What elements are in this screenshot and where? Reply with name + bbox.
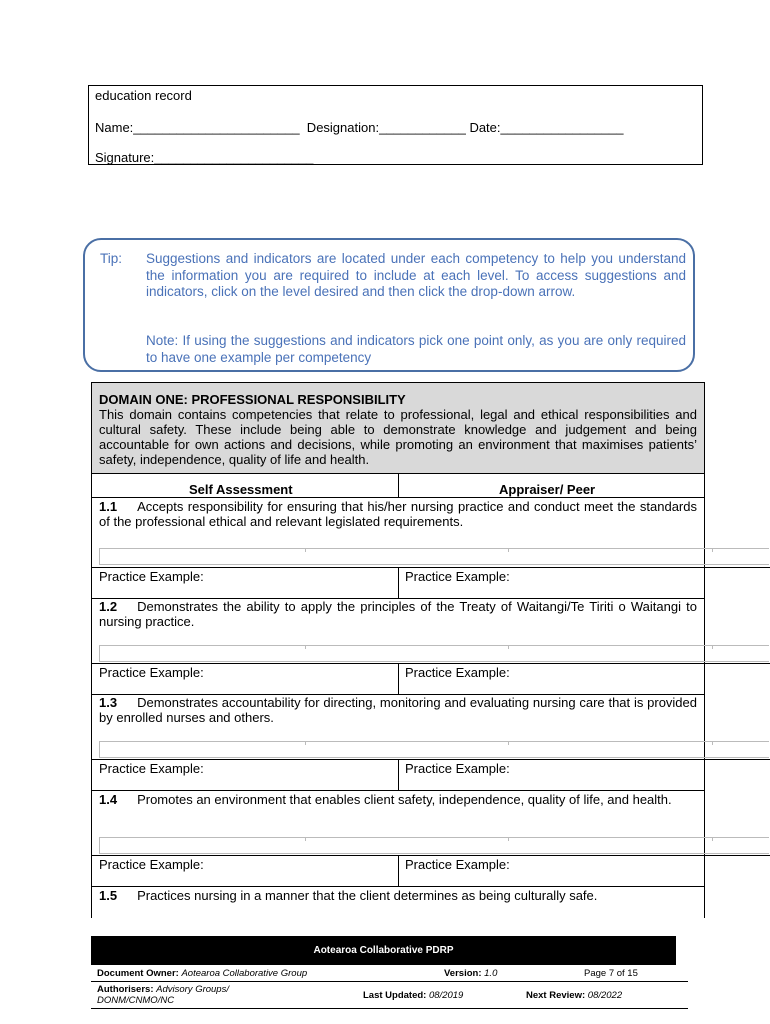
column-divider	[398, 567, 399, 598]
practice-example-self[interactable]: Practice Example:	[99, 665, 204, 680]
competency-1-3	[99, 695, 697, 725]
competency-number: 1.4	[99, 792, 118, 807]
footer-title-bar: Aotearoa Collaborative PDRP	[91, 936, 676, 965]
record-heading: education record	[95, 88, 192, 103]
competency-text: Accepts responsibility for ensuring that his/her nursing practice and conduct meet the standards of the professional ethical and relevant legislated requirements.	[99, 499, 697, 529]
competency-text: Practices nursing in a manner that the client determines as being culturally safe.	[137, 888, 598, 903]
competency-1-4	[99, 792, 697, 807]
authorisers-label: Authorisers:	[97, 984, 154, 995]
last-updated	[363, 990, 463, 1001]
divider	[92, 759, 770, 760]
version	[444, 968, 497, 979]
competency-1-1	[99, 499, 697, 529]
competency-text: Demonstrates accountability for directing, monitoring and evaluating nursing care that is provided by enrolled nurses and others.	[99, 695, 697, 725]
version-value: 1.0	[484, 968, 498, 979]
level-dropdown[interactable]	[99, 837, 769, 854]
domain-title: DOMAIN ONE: PROFESSIONAL RESPONSIBILITY	[99, 392, 406, 407]
practice-example-peer[interactable]: Practice Example:	[405, 761, 510, 776]
version-label: Version:	[444, 968, 482, 979]
footer-divider	[91, 981, 688, 982]
page-number: Page 7 of 15	[584, 968, 638, 979]
competency-text: Promotes an environment that enables client safety, independence, quality of life, and health.	[137, 792, 672, 807]
document-owner	[97, 968, 307, 979]
competency-number: 1.5	[99, 888, 118, 903]
practice-example-self[interactable]: Practice Example:	[99, 857, 204, 872]
column-divider	[398, 855, 399, 886]
next-review	[526, 990, 622, 1001]
divider	[92, 886, 704, 887]
tip-text: Suggestions and indicators are located under each competency to help you understand the information you are required to include at each level. To access suggestions and indicators, click on the level desired and then click the drop-down arrow.	[146, 251, 686, 299]
competency-1-2	[99, 599, 697, 629]
divider	[92, 663, 770, 664]
signature-line[interactable]: Signature:______________________	[95, 150, 314, 165]
level-dropdown[interactable]	[99, 548, 769, 565]
competency-number: 1.3	[99, 695, 118, 710]
updated-label: Last Updated:	[363, 990, 427, 1001]
tip-box	[83, 238, 695, 372]
level-dropdown[interactable]	[99, 645, 769, 662]
appraiser-peer-header: Appraiser/ Peer	[499, 482, 596, 497]
practice-example-peer[interactable]: Practice Example:	[405, 857, 510, 872]
divider	[92, 855, 770, 856]
tip-label: Tip:	[100, 251, 123, 266]
owner-label: Document Owner:	[97, 968, 179, 979]
owner-value: Aotearoa Collaborative Group	[181, 968, 308, 979]
column-divider	[398, 474, 399, 498]
name-designation-date-line[interactable]: Name:_______________________ Designation:____________ Date:_________________	[95, 120, 624, 135]
domain-description: This domain contains competencies that relate to professional, legal and ethical responsibilities and cultural safety. These include being able to demonstrate knowledge and judgement and being accountable for own actions and decisions, while promoting an environment that maximises patients’ safety, independence, quality of life and health.	[99, 407, 697, 467]
column-divider	[398, 759, 399, 790]
domain-header	[92, 382, 704, 474]
review-label: Next Review:	[526, 990, 586, 1001]
competency-number: 1.1	[99, 499, 118, 514]
divider	[92, 567, 770, 568]
updated-value: 08/2019	[428, 990, 464, 1001]
domain-table	[91, 382, 705, 918]
self-assessment-header: Self Assessment	[189, 482, 293, 497]
divider	[92, 497, 704, 498]
footer-divider	[91, 1008, 688, 1009]
review-value: 08/2022	[587, 990, 623, 1001]
divider	[92, 790, 704, 791]
education-record-box	[88, 85, 703, 165]
practice-example-self[interactable]: Practice Example:	[99, 569, 204, 584]
level-dropdown[interactable]	[99, 741, 769, 758]
column-divider	[398, 663, 399, 694]
authorisers-value: Advisory Groups/ DONM/CNMO/NC	[97, 984, 229, 1006]
authorisers	[97, 984, 297, 1006]
competency-1-5	[99, 888, 697, 903]
practice-example-peer[interactable]: Practice Example:	[405, 665, 510, 680]
practice-example-self[interactable]: Practice Example:	[99, 761, 204, 776]
practice-example-peer[interactable]: Practice Example:	[405, 569, 510, 584]
competency-text: Demonstrates the ability to apply the principles of the Treaty of Waitangi/Te Tiriti o Waitangi to nursing practice.	[99, 599, 697, 629]
tip-note: Note: If using the suggestions and indicators pick one point only, as you are only required to have one example per competency	[146, 333, 686, 365]
competency-number: 1.2	[99, 599, 118, 614]
